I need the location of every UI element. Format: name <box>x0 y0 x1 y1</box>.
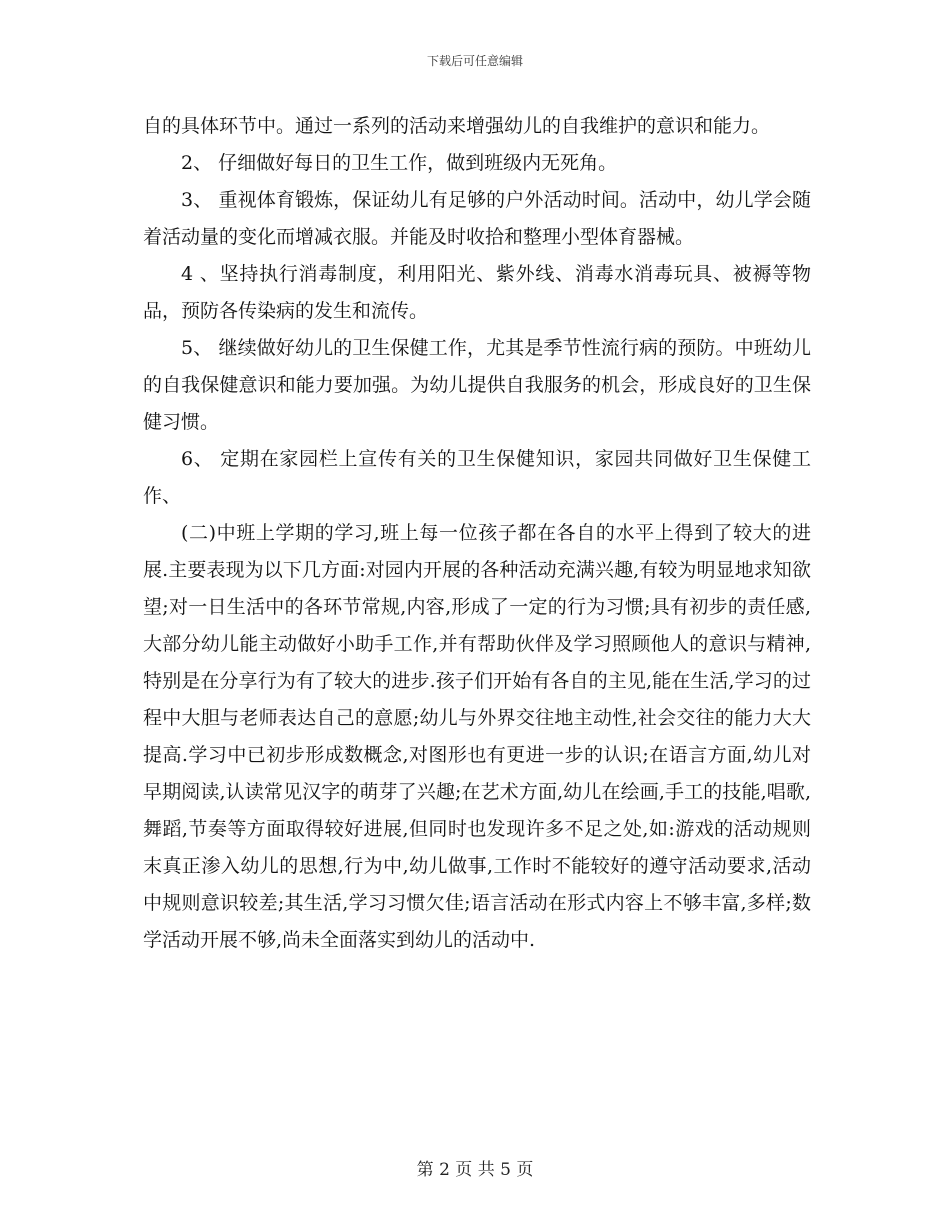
paragraph-item-3: 3、 重视体育锻炼，保证幼儿有足够的户外活动时间。活动中，幼儿学会随着活动量的变化而增减衣服。并能及时收拾和整理小型体育器械。 <box>143 189 811 248</box>
paragraph-section-2: (二)中班上学期的学习,班上每一位孩子都在各自的水平上得到了较大的进展.主要表现为以下几方面:对园内开展的各种活动充满兴趣,有较为明显地求知欲望;对一日生活中的各环节常规,内容,形成了一定的行为习惯;具有初步的责任感,大部分幼儿能主动做好小助手工作,并有帮助伙伴及学习照顾他人的意识与精神,特别是在分享行为有了较大的进步.孩子们开始有各自的主见,能在生活,学习的过程中大胆与老师表达自己的意愿;幼儿与外界交往地主动性,社会交往的能力大大提高.学习中已初步形成数概念,对图形也有更进一步的认识;在语言方面,幼儿对早期阅读,认读常见汉字的萌芽了兴趣;在艺术方面,幼儿在绘画,手工的技能,唱歌,舞蹈,节奏等方面取得较好进展,但同时也发现许多不足之处,如:游戏的活动规则末真正渗入幼儿的思想,行为中,幼儿做事,工作时不能较好的遵守活动要求,活动中规则意识较差;其生活,学习习惯欠佳;语言活动在形式内容上不够丰富,多样;数学活动开展不够,尚未全面落实到幼儿的活动中. <box>143 522 811 951</box>
paragraph-item-6: 6、 定期在家园栏上宣传有关的卫生保健知识，家园共同做好卫生保健工作、 <box>143 448 811 507</box>
page-header: 下载后可任意编辑 <box>426 54 523 68</box>
paragraph-item-2: 2、 仔细做好每日的卫生工作，做到班级内无死角。 <box>181 152 618 174</box>
paragraph-item-5: 5、 继续做好幼儿的卫生保健工作，尤其是季节性流行病的预防。中班幼儿的自我保健意识和能力要加强。为幼儿提供自我服务的机会，形成良好的卫生保健习惯。 <box>143 337 811 433</box>
document-body <box>143 108 811 959</box>
paragraph-item-4: 4 、坚持执行消毒制度，利用阳光、紫外线、消毒水消毒玩具、被褥等物品，预防各传染病的发生和流传。 <box>143 263 811 322</box>
paragraph-continuation: 自的具体环节中。通过一系列的活动来增强幼儿的自我维护的意识和能力。 <box>143 115 771 137</box>
page-footer: 第 2 页 共 5 页 <box>416 1160 534 1180</box>
